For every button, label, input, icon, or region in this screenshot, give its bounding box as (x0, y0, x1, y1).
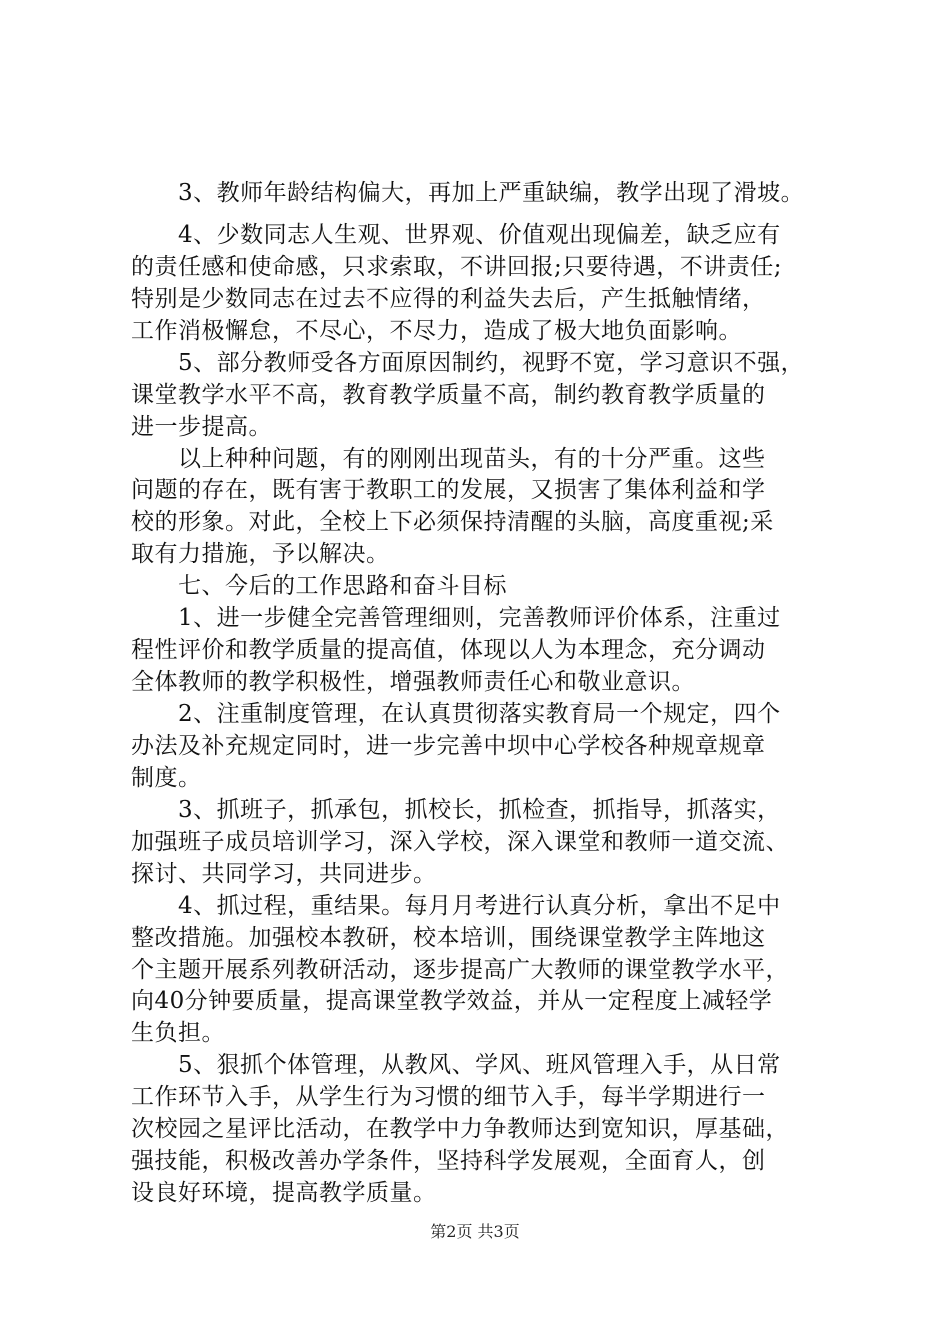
paragraph-line: 进一步提高。 (131, 414, 272, 440)
paragraph-line: 程性评价和教学质量的提高值，体现以人为本理念，充分调动 (131, 637, 766, 663)
paragraph-line: 的责任感和使命感，只求索取，不讲回报;只要待遇，不讲责任; (131, 254, 782, 280)
paragraph-line: 特别是少数同志在过去不应得的利益失去后，产生抵触情绪， (131, 286, 766, 312)
paragraph-line: 校的形象。对此，全校上下必须保持清醒的头脑，高度重视;采 (131, 509, 774, 535)
paragraph-line: 问题的存在，既有害于教职工的发展，又损害了集体利益和学 (131, 477, 766, 503)
paragraph-line: 1、进一步健全完善管理细则，完善教师评价体系，注重过 (178, 605, 781, 631)
paragraph-line: 3、教师年龄结构偏大，再加上严重缺编，教学出现了滑坡。 (178, 180, 805, 206)
paragraph-line: 探讨、共同学习，共同进步。 (131, 861, 437, 887)
paragraph-line: 5、狠抓个体管理，从教风、学风、班风管理入手，从日常 (178, 1052, 781, 1078)
paragraph-line: 办法及补充规定同时，进一步完善中坝中心学校各种规章规章 (131, 733, 766, 759)
paragraph-line: 4、少数同志人生观、世界观、价值观出现偏差，缺乏应有 (178, 222, 781, 248)
paragraph-line: 向40分钟要质量，提高课堂教学效益，并从一定程度上减轻学 (131, 988, 773, 1014)
paragraph-line: 设良好环境，提高教学质量。 (131, 1180, 437, 1206)
paragraph-line: 工作消极懈怠，不尽心，不尽力，造成了极大地负面影响。 (131, 318, 742, 344)
paragraph-line: 取有力措施，予以解决。 (131, 541, 390, 567)
paragraph-line: 课堂教学水平不高，教育教学质量不高，制约教育教学质量的 (131, 382, 766, 408)
section-heading: 七、今后的工作思路和奋斗目标 (178, 573, 507, 599)
paragraph-line: 个主题开展系列教研活动，逐步提高广大教师的课堂教学水平， (131, 957, 789, 983)
paragraph-line: 次校园之星评比活动，在教学中力争教师达到宽知识，厚基础， (131, 1116, 789, 1142)
paragraph-line: 工作环节入手，从学生行为习惯的细节入手，每半学期进行一 (131, 1084, 766, 1110)
paragraph-line: 2、注重制度管理，在认真贯彻落实教育局一个规定，四个 (178, 701, 781, 727)
paragraph-line: 全体教师的教学积极性，增强教师责任心和敬业意识。 (131, 669, 695, 695)
paragraph-line: 以上种种问题，有的刚刚出现苗头，有的十分严重。这些 (178, 446, 766, 472)
paragraph-line: 3、抓班子，抓承包，抓校长，抓检查，抓指导，抓落实， (178, 797, 781, 823)
paragraph-line: 加强班子成员培训学习，深入学校，深入课堂和教师一道交流、 (131, 829, 789, 855)
paragraph-line: 生负担。 (131, 1020, 225, 1046)
paragraph-line: 整改措施。加强校本教研，校本培训，围绕课堂教学主阵地这 (131, 925, 766, 951)
paragraph-line: 4、抓过程，重结果。每月月考进行认真分析，拿出不足中 (178, 893, 781, 919)
paragraph-line: 制度。 (131, 765, 202, 791)
paragraph-line: 强技能，积极改善办学条件，坚持科学发展观，全面育人，创 (131, 1148, 766, 1174)
page-footer: 第2页 共3页 (430, 1222, 520, 1241)
paragraph-line: 5、部分教师受各方面原因制约，视野不宽，学习意识不强， (178, 350, 805, 376)
